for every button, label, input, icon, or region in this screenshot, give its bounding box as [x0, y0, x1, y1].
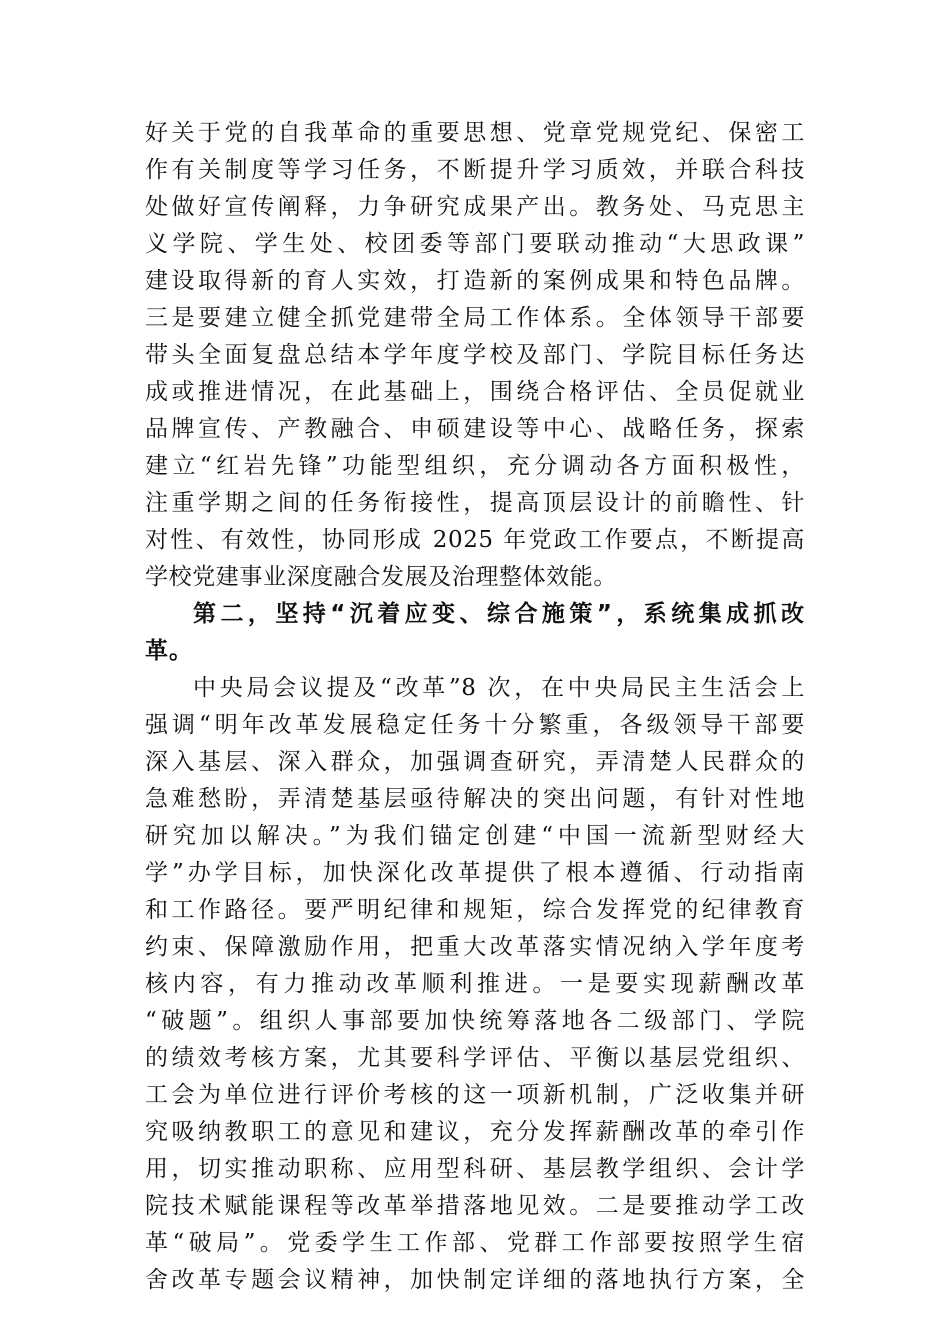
body-text-line: 成或推进情况，在此基础上，围绕合格评估、全员促就业 [145, 379, 805, 405]
body-text-line: 作有关制度等学习任务，不断提升学习质效，并联合科技 [145, 157, 805, 183]
body-text-line: “破题”。组织人事部要加快统筹落地各二级部门、学院 [145, 1008, 805, 1034]
body-text-line: 处做好宣传阐释，力争研究成果产出。教务处、马克思主 [145, 194, 805, 220]
body-text-line: 强调“明年改革发展稳定任务十分繁重，各级领导干部要 [145, 712, 805, 738]
body-text-line: 建立“红岩先锋”功能型组织，充分调动各方面积极性， [145, 453, 805, 479]
body-text-line: 舍改革专题会议精神，加快制定详细的落地执行方案，全 [145, 1267, 805, 1293]
body-text-line: 学”办学目标，加快深化改革提供了根本遵循、行动指南 [145, 860, 805, 886]
body-text-line: 品牌宣传、产教融合、申硕建设等中心、战略任务，探索 [145, 416, 805, 442]
body-text-line: 用，切实推动职称、应用型科研、基层教学组织、会计学 [145, 1156, 805, 1182]
body-text-line: 好关于党的自我革命的重要思想、党章党规党纪、保密工 [145, 120, 805, 146]
body-text-line: 的绩效考核方案，尤其要科学评估、平衡以基层党组织、 [145, 1045, 805, 1071]
body-text-line: 和工作路径。要严明纪律和规矩，综合发挥党的纪律教育 [145, 897, 805, 923]
body-text-line: 学校党建事业深度融合发展及治理整体效能。 [145, 564, 617, 590]
body-text-line: 工会为单位进行评价考核的这一项新机制，广泛收集并研 [145, 1082, 805, 1108]
body-text-line: 三是要建立健全抓党建带全局工作体系。全体领导干部要 [145, 305, 805, 331]
body-text-line: 注重学期之间的任务衔接性，提高顶层设计的前瞻性、针 [145, 490, 805, 516]
section-heading-line: 第二，坚持“沉着应变、综合施策”，系统集成抓改 [193, 601, 805, 627]
body-text-line: 约束、保障激励作用，把重大改革落实情况纳入学年度考 [145, 934, 805, 960]
body-text-line: 建设取得新的育人实效，打造新的案例成果和特色品牌。 [145, 268, 805, 294]
body-text-line: 急难愁盼，弄清楚基层亟待解决的突出问题，有针对性地 [145, 786, 805, 812]
body-text-line: 中央局会议提及“改革”8 次，在中央局民主生活会上 [193, 675, 805, 701]
section-heading-line: 革。 [145, 638, 193, 664]
document-body [145, 115, 805, 1299]
body-text-line: 研究加以解决。”为我们锚定创建“中国一流新型财经大 [145, 823, 805, 849]
body-text-line: 究吸纳教职工的意见和建议，充分发挥薪酬改革的牵引作 [145, 1119, 805, 1145]
body-text-line: 义学院、学生处、校团委等部门要联动推动“大思政课” [145, 231, 805, 257]
body-text-line: 院技术赋能课程等改革举措落地见效。二是要推动学工改 [145, 1193, 805, 1219]
body-text-line: 带头全面复盘总结本学年度学校及部门、学院目标任务达 [145, 342, 805, 368]
body-text-line: 革“破局”。党委学生工作部、党群工作部要按照学生宿 [145, 1230, 805, 1256]
body-text-line: 对性、有效性，协同形成 2025 年党政工作要点，不断提高 [145, 527, 805, 553]
body-text-line: 深入基层、深入群众，加强调查研究，弄清楚人民群众的 [145, 749, 805, 775]
body-text-line: 核内容，有力推动改革顺利推进。一是要实现薪酬改革 [145, 971, 805, 997]
